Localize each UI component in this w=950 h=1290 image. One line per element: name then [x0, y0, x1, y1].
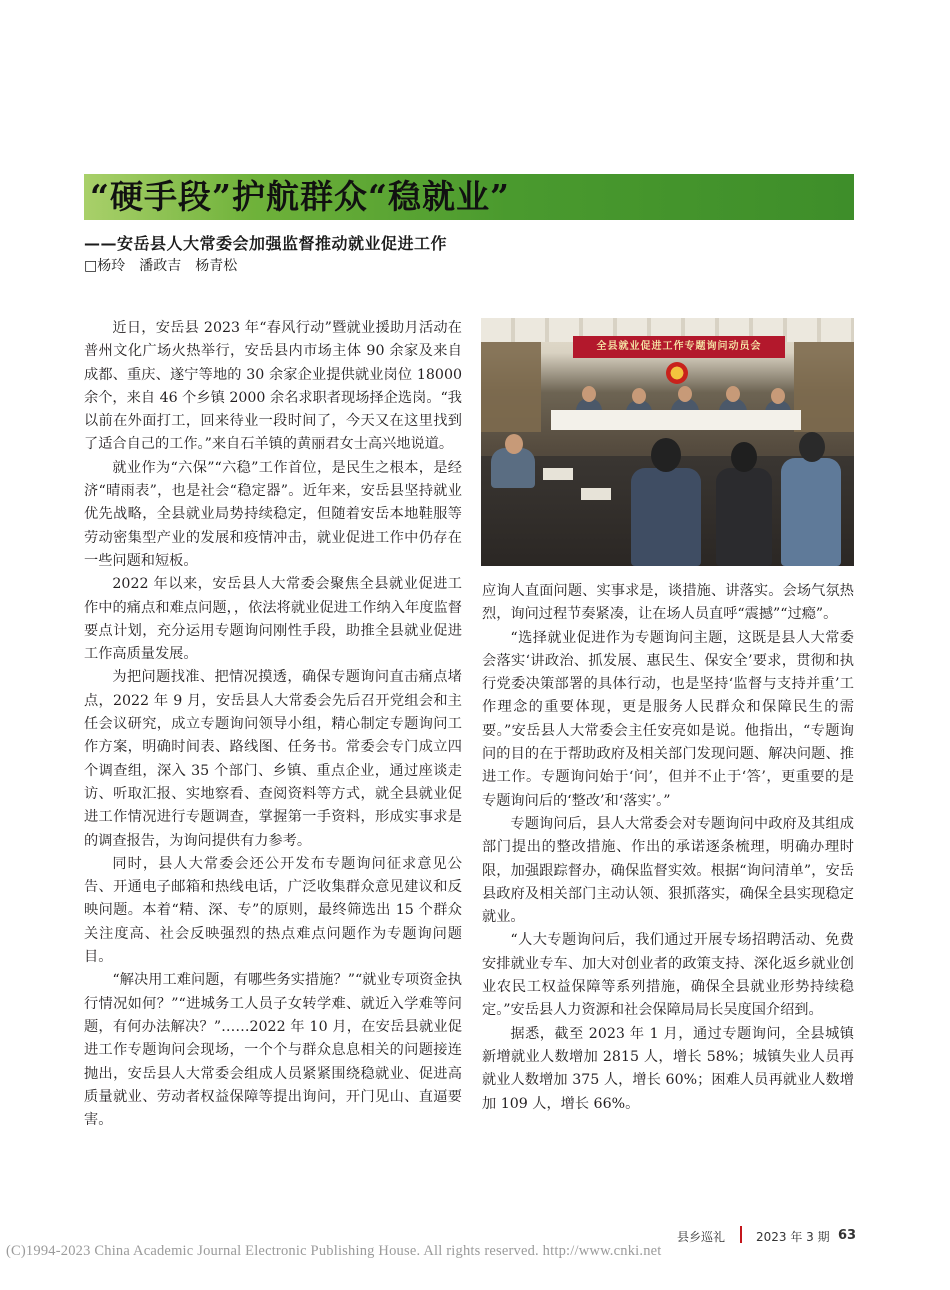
photo-name-plate — [581, 488, 611, 500]
photo-person-head — [678, 386, 692, 402]
title-banner — [84, 174, 854, 220]
photo-person-head — [651, 438, 681, 472]
photo-curtain-left — [481, 342, 541, 432]
photo-person — [631, 468, 701, 566]
paragraph: 2022 年以来，安岳县人大常委会聚焦全县就业促进工作中的痛点和难点问题，，依法将就业促进工作纳入年度监督要点计划，充分运用专题询问刚性手段，助推全县就业促进工作高质量发展。 — [84, 576, 462, 663]
photo-head-table — [551, 410, 801, 430]
photo-person — [781, 458, 841, 566]
page-number: 63 — [838, 1228, 857, 1243]
photo-person-head — [582, 386, 596, 402]
copyright-watermark: (C)1994-2023 China Academic Journal Electronic Publishing House. All rights reserved. http://www.cnki.net — [6, 1243, 662, 1259]
footer-magazine-name: 县乡巡礼 — [677, 1230, 726, 1244]
photo-person-head — [632, 388, 646, 404]
photo-banner: 全县就业促进工作专题询问动员会 — [573, 336, 785, 358]
footer-issue: 2023 年 3 期 — [756, 1230, 830, 1244]
right-column — [482, 580, 854, 1116]
article-authors: □杨玲 潘政吉 杨青松 — [84, 258, 238, 274]
photo-person-head — [505, 434, 523, 454]
national-emblem-icon — [666, 362, 688, 384]
footer-divider — [740, 1226, 742, 1243]
paragraph: 应询人直面问题、实事求是，谈措施、讲落实。会场气氛热烈，询问过程节奏紧凑，让在场人员直呼“震撼”“过瘾”。 — [482, 583, 854, 623]
paragraph: “选择就业促进作为专题询问主题，这既是县人大常委会落实‘讲政治、抓发展、惠民生、保安全’要求，贯彻和执行党委决策部署的具体行动，也是坚持‘监督与支持并重’工作理念的重要体现，更是服务人民群众和保障民生的需要。”安岳县人大常委会主任安亮如是说。他指出，“专题询问的目的在于帮助政府及相关部门发现问题、解决问题、推进工作。专题询问始于‘问’，但并不止于‘答’，更重要的是专题询问后的‘整改’和‘落实’。” — [482, 629, 854, 809]
photo-person-head — [799, 432, 825, 462]
photo-person-head — [771, 388, 785, 404]
meeting-photo — [481, 318, 854, 566]
paragraph: 据悉，截至 2023 年 1 月，通过专题询问，全县城镇新增就业人数增加 2815 人，增长 58%；城镇失业人员再就业人数增加 375 人，增长 60%；困难人员再就业人数增加 109 人，增长 66%。 — [482, 1025, 854, 1112]
paragraph: “人大专题询问后，我们通过开展专场招聘活动、免费安排就业专车、加大对创业者的政策支持、深化返乡就业创业农民工权益保障等系列措施，确保全县就业形势持续稳定。”安岳县人力资源和社会保障局局长吴度国介绍到。 — [482, 932, 854, 1019]
photo-curtain-right — [794, 342, 854, 432]
photo-person — [716, 468, 772, 566]
paragraph: 为把问题找准、把情况摸透，确保专题询问直击痛点堵点，2022 年 9 月，安岳县人大常委会先后召开党组会和主任会议研究，成立专题询问领导小组，精心制定专题询问工作方案，明确时间表、路线图、任务书。常委会专门成立四个调查组，深入 35 个部门、乡镇、重点企业，通过座谈走访、听取汇报、实地察看、查阅资料等方式，就全县就业促进工作情况进行专题调查，掌握第一手资料，形成实事求是的调查报告，为询问提供有力参考。 — [84, 669, 462, 849]
photo-name-plate — [543, 468, 573, 480]
article-title: “硬手段”护航群众“稳就业” — [90, 177, 510, 216]
article-subtitle: ——安岳县人大常委会加强监督推动就业促进工作 — [84, 234, 448, 253]
paragraph: “解决用工难问题，有哪些务实措施？”“就业专项资金执行情况如何？”“进城务工人员子女转学难、就近入学难等问题，有何办法解决？”……2022 年 10 月，在安岳县就业促进工作专题询问会现场，一个个与群众息息相关的问题接连抛出，安岳县人大常委会组成人员紧紧围绕稳就业、促进高质量就业、劳动者权益保障等提出询问，开门见山、直逼要害。 — [84, 972, 462, 1129]
paragraph: 同时，县人大常委会还公开发布专题询问征求意见公告、开通电子邮箱和热线电话，广泛收集群众意见建议和反映问题。本着“精、深、专”的原则，最终筛选出 15 个群众关注度高、社会反映强烈的热点难点问题作为专题询问题目。 — [84, 855, 462, 966]
paragraph: 就业作为“六保”“六稳”工作首位，是民生之根本，是经济“晴雨表”，也是社会“稳定器”。近年来，安岳县坚持就业优先战略，全县就业局势持续稳定，但随着安岳本地鞋服等劳动密集型产业的发展和疫情冲击，就业促进工作中仍存在一些问题和短板。 — [84, 459, 462, 569]
paragraph: 专题询问后，县人大常委会对专题询问中政府及其组成部门提出的整改措施、作出的承诺逐条梳理，明确办理时限，加强跟踪督办，确保监督实效。根据“询问清单”，安岳县政府及相关部门主动认领、狠抓落实，确保全县实现稳定就业。 — [482, 815, 854, 926]
photo-person-head — [731, 442, 757, 472]
photo-person-head — [726, 386, 740, 402]
photo-person — [491, 448, 535, 488]
paragraph: 近日，安岳县 2023 年“春风行动”暨就业援助月活动在普州文化广场火热举行，安岳县内市场主体 90 余家及来自成都、重庆、遂宁等地的 30 余家企业提供就业岗位 18000 余个，来自 46 个乡镇 2000 余名求职者现场择企选岗。“我以前在外面打工，回来待业一段时间了，今天又在这里找到了适合自己的工作。”来自石羊镇的黄丽君女士高兴地说道。 — [84, 320, 462, 453]
left-column — [84, 317, 462, 1132]
